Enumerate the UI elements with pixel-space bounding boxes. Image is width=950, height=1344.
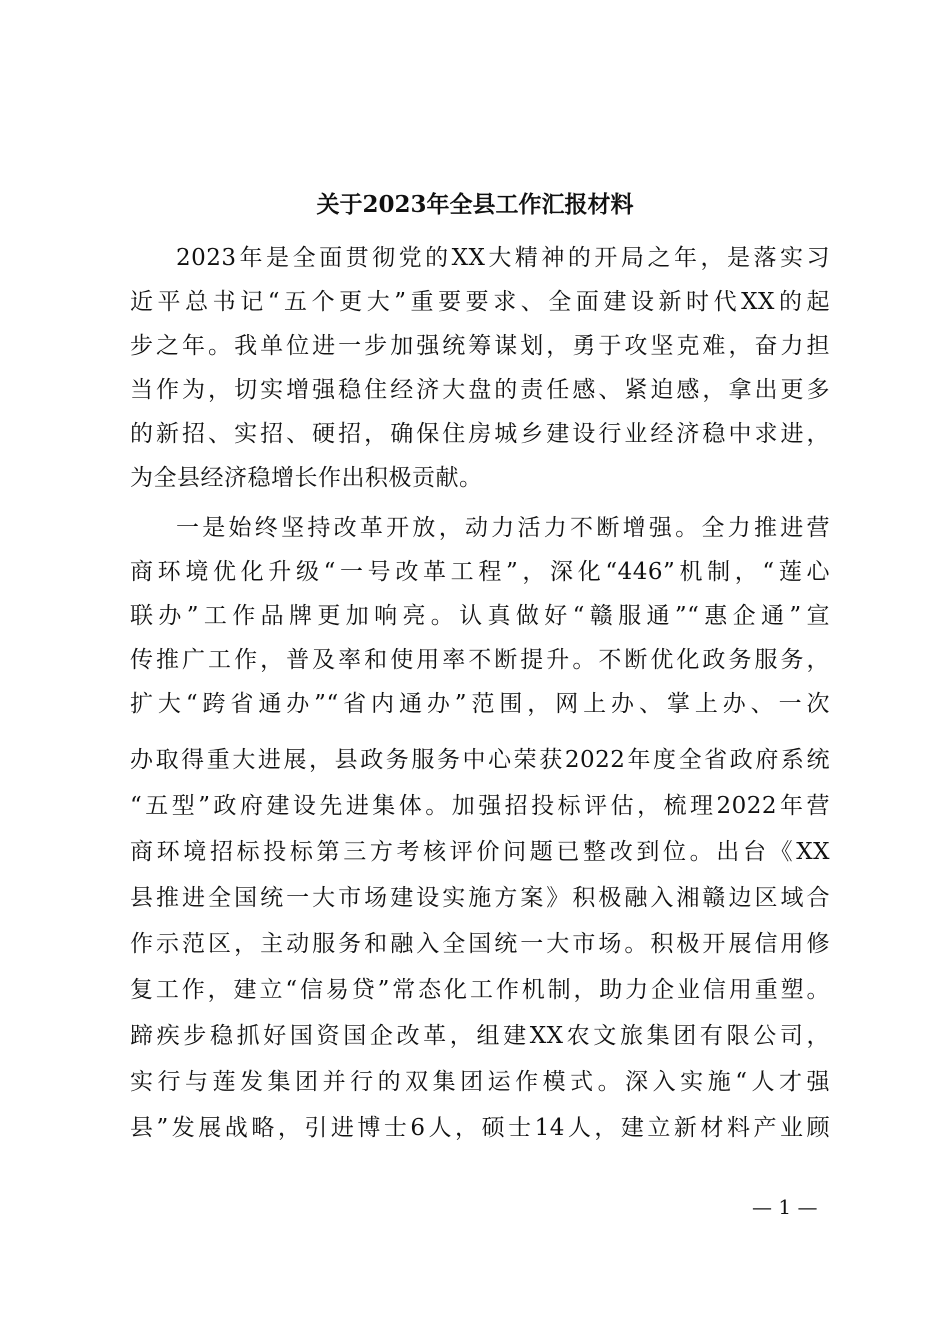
body-line: 近平总书记“五个更大”重要要求、全面建设新时代XX的起 <box>130 289 830 315</box>
body-line: 扩大“跨省通办”“省内通办”范围，网上办、掌上办、一次 <box>130 691 830 717</box>
body-line: 县推进全国统一大市场建设实施方案》积极融入湘赣边区域合 <box>130 885 830 911</box>
body-line: 一是始终坚持改革开放，动力活力不断增强。全力推进营 <box>176 515 830 541</box>
body-line: 商环境优化升级“一号改革工程”，深化“446”机制，“莲心 <box>130 559 830 585</box>
body-line: 步之年。我单位进一步加强统筹谋划，勇于攻坚克难，奋力担 <box>130 333 830 359</box>
body-line: 当作为，切实增强稳住经济大盘的责任感、紧迫感，拿出更多 <box>130 377 830 403</box>
body-line: 实行与莲发集团并行的双集团运作模式。深入实施“人才强 <box>130 1069 830 1095</box>
body-line: “五型”政府建设先进集体。加强招投标评估，梳理2022年营 <box>130 793 830 819</box>
page-number: — 1 — <box>752 1195 818 1219</box>
body-line: 联办”工作品牌更加响亮。认真做好“赣服通”“惠企通”宣 <box>130 603 830 629</box>
body-line: 商环境招标投标第三方考核评价问题已整改到位。出台《XX <box>130 839 830 865</box>
body-line: 复工作，建立“信易贷”常态化工作机制，助力企业信用重塑。 <box>130 977 830 1003</box>
document-title: 关于2023年全县工作汇报材料 <box>316 191 634 218</box>
body-line: 办取得重大进展，县政务服务中心荣获2022年度全省政府系统 <box>130 747 830 773</box>
body-line: 县”发展战略，引进博士6人，硕士14人，建立新材料产业顾 <box>130 1115 830 1141</box>
body-line: 传推广工作，普及率和使用率不断提升。不断优化政务服务， <box>130 647 830 673</box>
body-line: 的新招、实招、硬招，确保住房城乡建设行业经济稳中求进， <box>130 421 830 447</box>
body-line: 为全县经济稳增长作出积极贡献。 <box>130 465 483 491</box>
body-line: 蹄疾步稳抓好国资国企改革，组建XX农文旅集团有限公司， <box>130 1023 830 1049</box>
body-line: 作示范区，主动服务和融入全国统一大市场。积极开展信用修 <box>130 931 830 957</box>
body-line: 2023年是全面贯彻党的XX大精神的开局之年，是落实习 <box>176 245 830 271</box>
